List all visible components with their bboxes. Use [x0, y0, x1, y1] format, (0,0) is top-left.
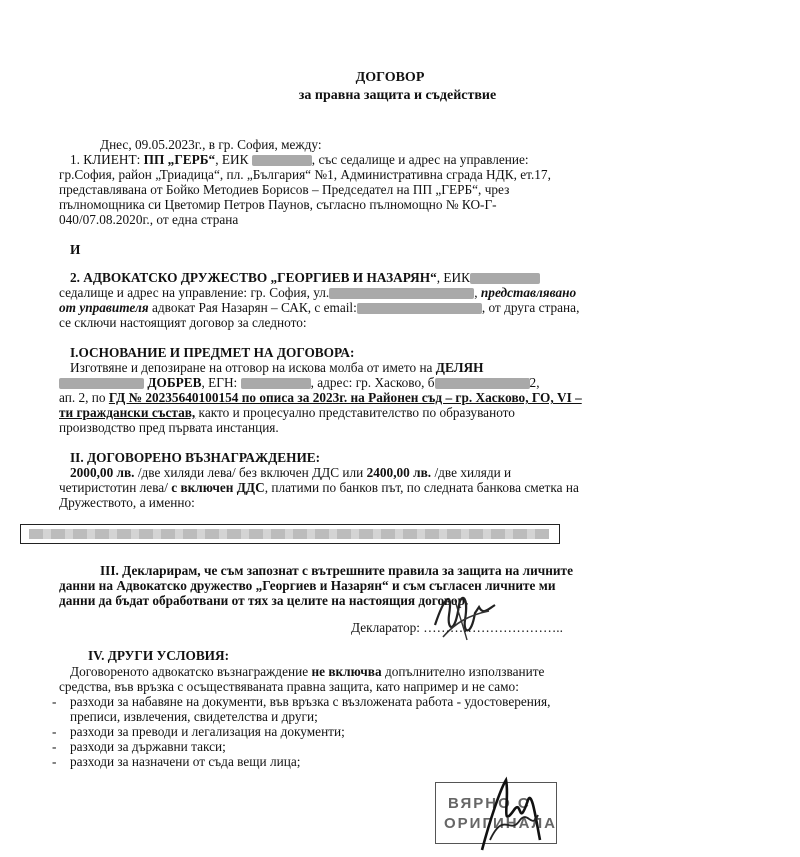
client-line-3: представлявана от Бойко Методиев Борисов – Председател на ПП „ГЕРБ“, чрез: [59, 182, 510, 197]
firm-line-4: се сключи настоящият договор за следното:: [59, 315, 307, 330]
section-2-line-3: Дружеството, а именно:: [59, 495, 195, 510]
document-title: ДОГОВОР: [355, 70, 425, 85]
section-1-heading: I.ОСНОВАНИЕ И ПРЕДМЕТ НА ДОГОВОРА:: [70, 345, 355, 360]
intro-line: Днес, 09.05.2023г., в гр. София, между:: [100, 137, 322, 152]
redaction: [435, 378, 530, 389]
list-item: - разходи за преводи и легализация на документи;: [52, 724, 345, 739]
section-2-heading: II. ДОГОВОРЕНО ВЪЗНАГРАЖДЕНИЕ:: [70, 450, 321, 465]
declarator-line: Декларатор: …………………………..: [351, 620, 563, 635]
redaction: [252, 155, 312, 166]
section-4-line-1: Договореното адвокатско възнаграждение не включва допълнително използваните: [70, 664, 545, 679]
certified-copy-stamp: ВЯРНО С ОРИГИНАЛА: [435, 782, 557, 844]
section-1-line-4: ти граждански състав, както и процесуално представителство по образуваното: [59, 405, 515, 420]
section-4-heading: IV. ДРУГИ УСЛОВИЯ:: [88, 648, 230, 663]
bank-account-box: [20, 524, 560, 544]
client-line-5: 040/07.08.2020г., от една страна: [59, 212, 239, 227]
list-item: - разходи за назначени от съда вещи лица;: [52, 754, 301, 769]
section-1-line-3: ап. 2, по ГД № 20235640100154 по описа за 2023г. на Районен съд – гр. Хасково, ГО, VI –: [59, 390, 582, 405]
redaction: [241, 378, 311, 389]
client-line-2: гр.София, район „Триадица“, пл. „България“ №1, Административна сграда НДК, ет.17,: [59, 167, 551, 182]
firm-line-1: 2. АДВОКАТСКО ДРУЖЕСТВО „ГЕОРГИЕВ И НАЗАРЯН“, ЕИК: [70, 270, 540, 286]
redaction: [470, 273, 540, 284]
firm-line-3: от управителя адвокат Рая Назарян – САК, с email: , от друга страна,: [59, 300, 580, 315]
list-item: - разходи за държавни такси;: [52, 739, 226, 754]
and-separator: И: [70, 242, 81, 257]
section-3-line-1: III. Декларирам, че съм запознат с вътрешните правила за защита на личните: [100, 563, 573, 578]
redaction: [29, 529, 549, 539]
list-item-continuation: преписи, извлечения, свидетелства и други;: [70, 709, 318, 724]
document-subtitle: за правна защита и съдействие: [298, 88, 497, 103]
client-line-4: пълномощника си Цветомир Петров Паунов, съгласно пълномощно № КО-Г-: [59, 197, 497, 212]
firm-line-2: седалище и адрес на управление: гр. София, ул. , представлявано: [59, 285, 577, 300]
redaction: [329, 288, 474, 299]
section-3-line-2: данни на Адвокатско дружество „Георгиев и Назарян“ и съм съгласен личните ми: [59, 578, 556, 593]
stamp-signature-icon: [470, 770, 550, 857]
list-item: - разходи за набавяне на документи, във връзка с възложената работа - удостоверения,: [52, 694, 551, 709]
section-2-line-1: 2000,00 лв. /две хиляди лева/ без включен ДДС или 2400,00 лв. /две хиляди и: [70, 465, 512, 480]
redaction: [357, 303, 482, 314]
section-1-line-2: ДОБРЕВ, ЕГН: , адрес: гр. Хасково, б 2,: [59, 375, 540, 391]
section-1-line-1: Изготвяне и депозиране на отговор на искова молба от името на ДЕЛЯН: [70, 360, 484, 375]
section-2-line-2: четиристотин лева/ с включен ДДС, платими по банков път, по следната банкова сметка на: [59, 480, 579, 495]
section-3-line-3: данни да бъдат обработвани от тях за целите на настоящия договор.: [59, 593, 469, 608]
client-line-1: 1. КЛИЕНТ: ПП „ГЕРБ“, ЕИК , със седалище и адрес на управление:: [70, 152, 529, 167]
redaction: [59, 378, 144, 389]
signature-icon: [425, 585, 505, 645]
section-4-line-2: средства, във връзка с осъществяваната правна защита, като например и не само:: [59, 679, 519, 694]
section-1-line-5: производство пред първата инстанция.: [59, 420, 279, 435]
